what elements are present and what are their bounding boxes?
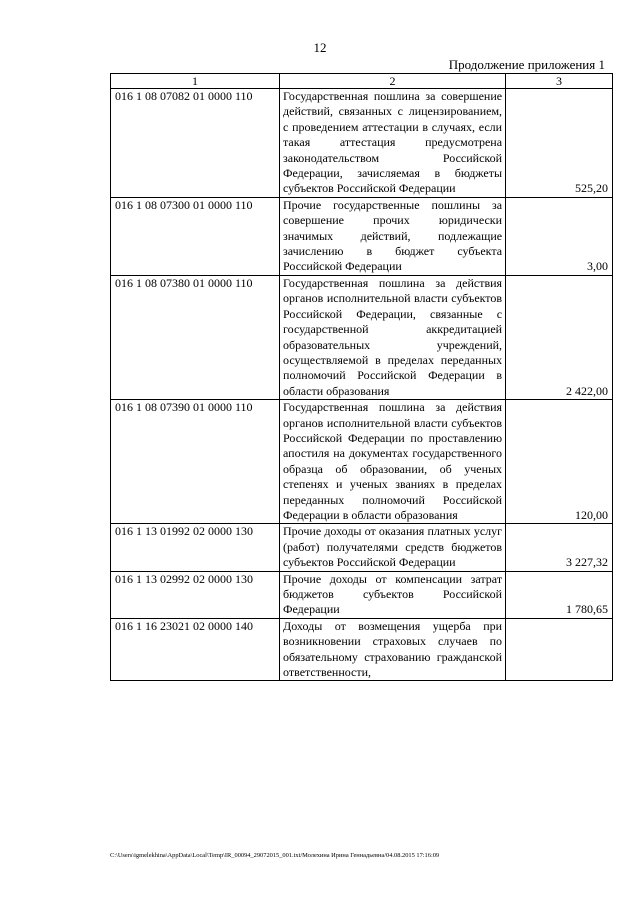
amount-cell xyxy=(506,618,613,681)
budget-code-cell: 016 1 08 07300 01 0000 110 xyxy=(111,197,280,275)
budget-code-cell: 016 1 08 07390 01 0000 110 xyxy=(111,400,280,524)
table-row xyxy=(111,618,613,681)
amount-cell: 525,20 xyxy=(506,89,613,198)
description-cell: Прочие доходы от оказания платных услуг (работ) получателями средств бюджетов субъектов Российской Федерации xyxy=(280,524,506,571)
description-cell: Прочие государственные пошлины за совершение прочих юридически значимых действий, подлежащие зачислению в бюджет субъекта Российской Федерации xyxy=(280,197,506,275)
column-header-2: 2 xyxy=(280,74,506,89)
budget-code-cell: 016 1 08 07380 01 0000 110 xyxy=(111,275,280,399)
file-path-footer: C:\Users\igmelekhina\AppData\Local\Temp\IR_00094_29072015_001.txt/Молехина Ирина Геннадьевна/04.08.2015 17:16:09 xyxy=(110,852,440,859)
table-row xyxy=(111,275,613,399)
description-cell: Доходы от возмещения ущерба при возникновении страховых случаев по обязательному страхованию гражданской ответственности, xyxy=(280,618,506,681)
table-row xyxy=(111,400,613,524)
table-header-row xyxy=(111,74,613,89)
budget-code-cell: 016 1 13 02992 02 0000 130 xyxy=(111,571,280,618)
description-cell: Государственная пошлина за действия органов исполнительной власти субъектов Российской Федерации, связанные с государственной аккредитацией образовательных учреждений, осуществляемой в пределах переданных полномочий Российской Федерации в области образования xyxy=(280,275,506,399)
column-header-1: 1 xyxy=(111,74,280,89)
column-header-3: 3 xyxy=(506,74,613,89)
revenue-table xyxy=(110,73,613,681)
description-cell: Государственная пошлина за действия органов исполнительной власти субъектов Российской Федерации по проставлению апостиля на документах государственного образца об образовании, об ученых степенях и ученых званиях в пределах переданных полномочий Российской Федерации в области образования xyxy=(280,400,506,524)
description-cell: Прочие доходы от компенсации затрат бюджетов субъектов Российской Федерации xyxy=(280,571,506,618)
budget-code-cell: 016 1 13 01992 02 0000 130 xyxy=(111,524,280,571)
continuation-label: Продолжение приложения 1 xyxy=(448,57,605,72)
table-row xyxy=(111,524,613,571)
amount-cell: 1 780,65 xyxy=(506,571,613,618)
table-row xyxy=(111,89,613,198)
budget-code-cell: 016 1 16 23021 02 0000 140 xyxy=(111,618,280,681)
table-row xyxy=(111,571,613,618)
amount-cell: 120,00 xyxy=(506,400,613,524)
amount-cell: 2 422,00 xyxy=(506,275,613,399)
page-number: 12 xyxy=(313,40,327,55)
amount-cell: 3 227,32 xyxy=(506,524,613,571)
table-row xyxy=(111,197,613,275)
description-cell: Государственная пошлина за совершение действий, связанных с лицензированием, с проведением аттестации в случаях, если такая аттестация предусмотрена законодательством Российской Федерации, зачисляемая в бюджеты субъектов Российской Федерации xyxy=(280,89,506,198)
budget-code-cell: 016 1 08 07082 01 0000 110 xyxy=(111,89,280,198)
amount-cell: 3,00 xyxy=(506,197,613,275)
